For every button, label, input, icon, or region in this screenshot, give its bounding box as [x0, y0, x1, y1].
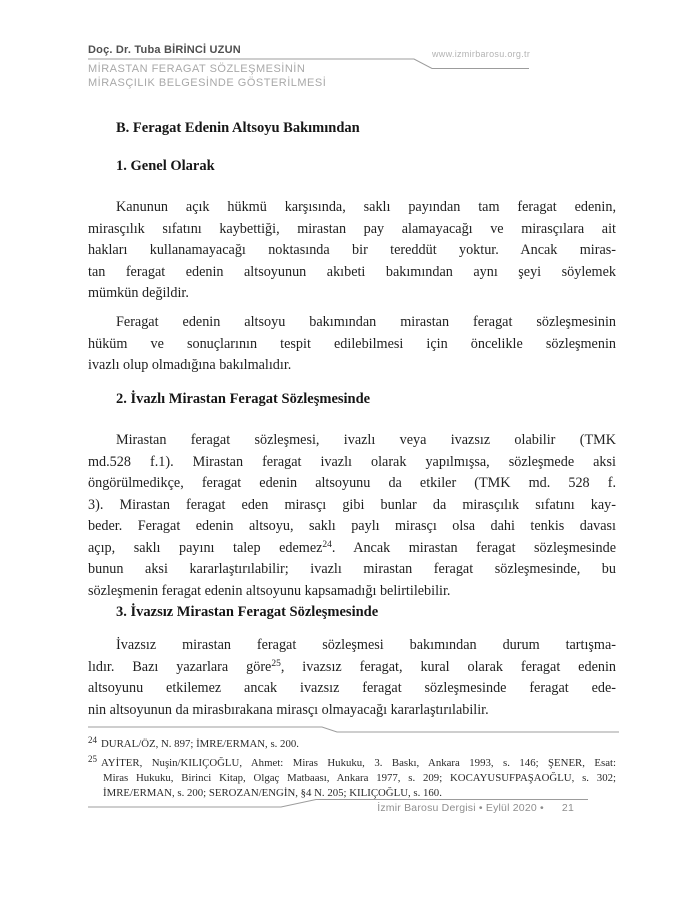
footnote-ref: 24 [322, 540, 332, 550]
text-line: ivazlı olup olmadığına bakılmalıdır. [88, 357, 292, 373]
paragraph [88, 312, 616, 377]
footnote [88, 756, 616, 801]
text-line: hakları kullanamayacağı noktasında bir tereddüt yoktur. Ancak miras- [88, 242, 616, 258]
text-line: beder. Feragat edenin altsoyu, saklı paylı mirasçı olsa dahi tenkis davası [88, 518, 616, 534]
footnote-ref: 25 [271, 659, 281, 669]
text-line: md.528 f.1). Mirastan feragat ivazlı olarak yapılmışsa, sözleşmede aksi [88, 453, 616, 470]
footnote-line: İMRE/ERMAN, s. 200; SEROZAN/ENGİN, §4 N. 205; KILIÇOĞLU, s. 160. [103, 787, 442, 799]
text-line: nin altsoyunun da mirasbırakana mirasçı olmayacağı kararlaştırılabilir. [88, 701, 489, 718]
paragraph [88, 197, 616, 305]
section-heading: 1. Genel Olarak [116, 158, 215, 174]
footnote-line: Miras Hukuku, Birinci Kitap, Olgaç Matbaası, Ankara 1977, s. 209; KOCAYUSUFPAŞAOĞLU, s. 302; [103, 772, 616, 784]
section-heading: B. Feragat Edenin Altsoyu Bakımından [116, 120, 360, 136]
journal-name: İzmir Barosu Dergisi • Eylül 2020 • [377, 802, 544, 814]
article-title-line-2: MİRASÇILIK BELGESİNDE GÖSTERİLMESİ [88, 77, 327, 89]
section-heading: 3. İvazsız Mirastan Feragat Sözleşmesinde [116, 604, 379, 620]
paragraph [88, 635, 616, 721]
page-footer [317, 802, 574, 814]
footnote-number: 25 [88, 754, 97, 764]
text-line: altsoyunu etkilemez ancak ivazsız feragat sözleşmesinde feragat ede- [88, 680, 616, 696]
text-line: mümkün değildir. [88, 285, 189, 301]
article-title-line-1: MİRASTAN FERAGAT SÖZLEŞMESİNİN [88, 63, 306, 75]
text-line: bunun aksi kararlaştırılabilir; ivazlı mirastan feragat sözleşmesinde, bu [88, 561, 616, 577]
section-heading: 2. İvazlı Mirastan Feragat Sözleşmesinde [116, 391, 371, 407]
text-line: öngörülmedikçe, feragat edenin altsoyunu da etkiler (TMK md. 528 f. [88, 475, 616, 491]
footnote-number: 24 [88, 735, 97, 745]
text-line: sözleşmenin feragat edenin altsoyunu kapsamadığı belirtilebilir. [88, 582, 451, 599]
text-line: Mirastan feragat sözleşmesi, ivazlı veya ivazsız olabilir (TMK [116, 432, 616, 448]
text-line: mirasçılık sıfatını kaybettiği, mirastan pay alamayacağı ve mirasçılara ait [88, 220, 616, 237]
text-line: açıp, saklı payını talep edemez$^{24}$. Ancak mirastan feragat sözleşmesinde [88, 539, 616, 556]
page-number: 21 [561, 802, 574, 814]
text-line: lıdır. Bazı yazarlara göre$^{25}$, ivazsız feragat, kural olarak feragat edenin [88, 658, 616, 675]
website-url: www.izmirbarosu.org.tr [432, 49, 531, 59]
text-line: Feragat edenin altsoyu bakımından mirastan feragat sözleşmesinin [116, 314, 616, 330]
footnote [88, 737, 616, 752]
footnote-line: $^{24}$ DURAL/ÖZ, N. 897; İMRE/ERMAN, s. 200. [88, 735, 299, 750]
text-line: hüküm ve sonuçlarının tespit edilebilmesi için öncelikle sözleşmenin [88, 335, 616, 352]
text-line: Kanunun açık hükmü karşısında, saklı payından tam feragat edenin, [116, 199, 616, 215]
footnote-line: $^{25}$ AYİTER, Nuşin/KILIÇOĞLU, Ahmet: Miras Hukuku, 3. Baskı, Ankara 1993, s. 146; ŞENER, Esat: [88, 754, 616, 769]
text-line: tan feragat edenin altsoyunun akıbeti bakımından aynı şeyi söylemek [88, 263, 616, 280]
text-line: 3). Mirastan feragat eden mirasçı gibi bunlar da mirasçılık sıfatını kay- [88, 496, 616, 513]
text-line: İvazsız mirastan feragat sözleşmesi bakımından durum tartışma- [116, 637, 616, 653]
author-name: Doç. Dr. Tuba BİRİNCİ UZUN [88, 44, 241, 56]
paragraph [88, 430, 616, 602]
